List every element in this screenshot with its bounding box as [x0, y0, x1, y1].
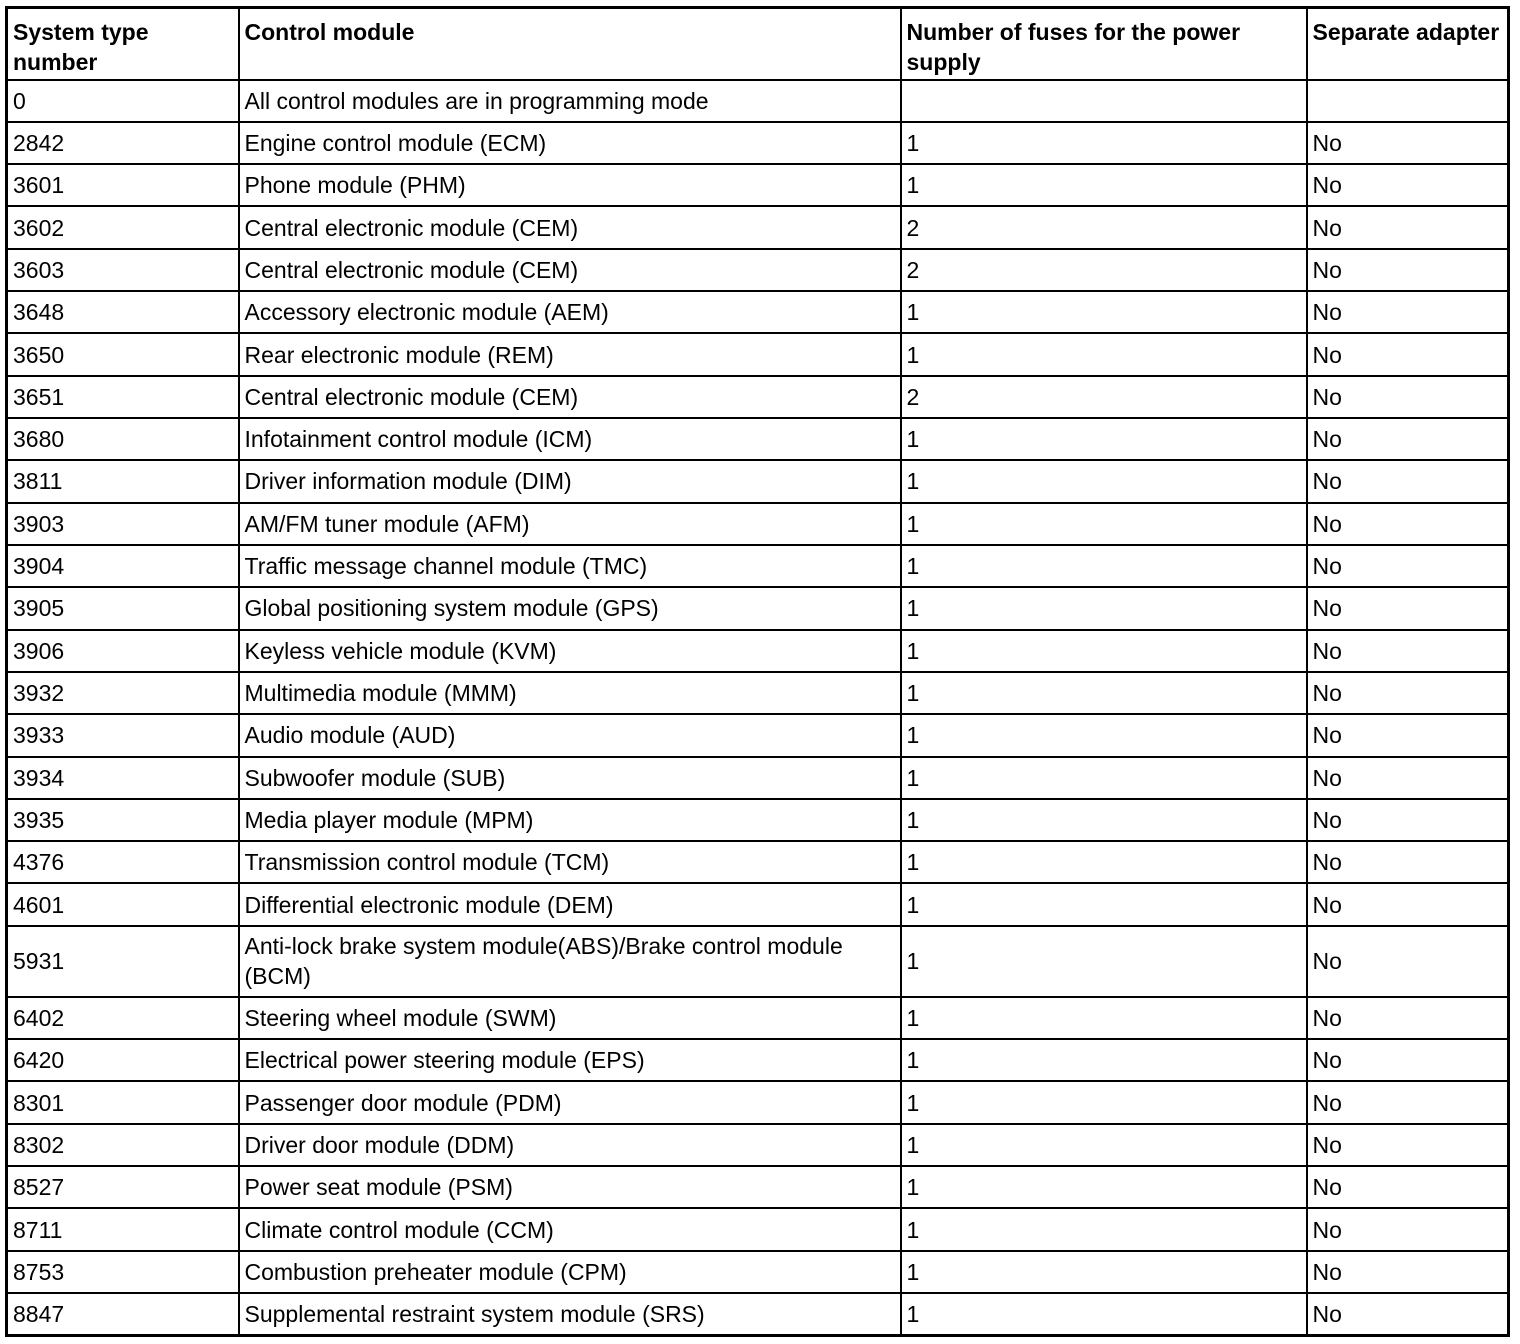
cell-number-of-fuses: 1	[901, 926, 1307, 997]
cell-control-module: Media player module (MPM)	[239, 799, 901, 841]
cell-control-module: Central electronic module (CEM)	[239, 206, 901, 248]
cell-control-module: Traffic message channel module (TMC)	[239, 545, 901, 587]
cell-number-of-fuses: 1	[901, 460, 1307, 502]
cell-number-of-fuses: 1	[901, 1124, 1307, 1166]
cell-control-module: AM/FM tuner module (AFM)	[239, 503, 901, 545]
cell-separate-adapter: No	[1307, 206, 1509, 248]
table-row	[7, 545, 1509, 587]
cell-system-type-number: 4601	[7, 883, 239, 925]
cell-system-type-number: 6402	[7, 997, 239, 1039]
table-row	[7, 1251, 1509, 1293]
cell-control-module: Central electronic module (CEM)	[239, 376, 901, 418]
cell-control-module: Passenger door module (PDM)	[239, 1081, 901, 1123]
table-row	[7, 587, 1509, 629]
cell-control-module: Infotainment control module (ICM)	[239, 418, 901, 460]
cell-separate-adapter: No	[1307, 1293, 1509, 1336]
table-row	[7, 503, 1509, 545]
cell-control-module: Combustion preheater module (CPM)	[239, 1251, 901, 1293]
cell-number-of-fuses: 1	[901, 503, 1307, 545]
cell-control-module: Driver information module (DIM)	[239, 460, 901, 502]
cell-system-type-number: 3648	[7, 291, 239, 333]
table-row	[7, 1081, 1509, 1123]
cell-control-module: Transmission control module (TCM)	[239, 841, 901, 883]
cell-number-of-fuses: 2	[901, 376, 1307, 418]
table-row	[7, 799, 1509, 841]
cell-number-of-fuses: 1	[901, 1293, 1307, 1336]
cell-system-type-number: 8753	[7, 1251, 239, 1293]
cell-system-type-number: 3903	[7, 503, 239, 545]
cell-control-module: Keyless vehicle module (KVM)	[239, 630, 901, 672]
cell-separate-adapter: No	[1307, 630, 1509, 672]
table-row	[7, 926, 1509, 997]
table-row	[7, 122, 1509, 164]
cell-system-type-number: 5931	[7, 926, 239, 997]
cell-separate-adapter: No	[1307, 376, 1509, 418]
table-row	[7, 1208, 1509, 1250]
cell-separate-adapter: No	[1307, 1039, 1509, 1081]
cell-control-module: Audio module (AUD)	[239, 714, 901, 756]
cell-system-type-number: 3935	[7, 799, 239, 841]
cell-system-type-number: 8711	[7, 1208, 239, 1250]
cell-separate-adapter	[1307, 80, 1509, 122]
cell-separate-adapter: No	[1307, 164, 1509, 206]
table-row	[7, 997, 1509, 1039]
cell-number-of-fuses: 1	[901, 333, 1307, 375]
cell-separate-adapter: No	[1307, 1081, 1509, 1123]
cell-control-module: Steering wheel module (SWM)	[239, 997, 901, 1039]
cell-control-module: Engine control module (ECM)	[239, 122, 901, 164]
cell-number-of-fuses: 2	[901, 206, 1307, 248]
cell-number-of-fuses: 1	[901, 1166, 1307, 1208]
table-row	[7, 291, 1509, 333]
cell-control-module: Electrical power steering module (EPS)	[239, 1039, 901, 1081]
cell-system-type-number: 4376	[7, 841, 239, 883]
cell-control-module: Global positioning system module (GPS)	[239, 587, 901, 629]
table-row	[7, 418, 1509, 460]
table-row	[7, 630, 1509, 672]
cell-system-type-number: 3906	[7, 630, 239, 672]
cell-separate-adapter: No	[1307, 714, 1509, 756]
cell-system-type-number: 8847	[7, 1293, 239, 1336]
cell-number-of-fuses: 1	[901, 841, 1307, 883]
cell-control-module: Supplemental restraint system module (SRS)	[239, 1293, 901, 1336]
header-system-type-number: System type number	[7, 8, 239, 80]
cell-separate-adapter: No	[1307, 883, 1509, 925]
cell-number-of-fuses: 1	[901, 587, 1307, 629]
cell-system-type-number: 3905	[7, 587, 239, 629]
cell-system-type-number: 3934	[7, 757, 239, 799]
header-separate-adapter: Separate adapter	[1307, 8, 1509, 80]
cell-separate-adapter: No	[1307, 460, 1509, 502]
control-module-table	[5, 6, 1510, 1337]
cell-separate-adapter: No	[1307, 545, 1509, 587]
cell-separate-adapter: No	[1307, 122, 1509, 164]
cell-number-of-fuses: 2	[901, 249, 1307, 291]
cell-number-of-fuses: 1	[901, 1208, 1307, 1250]
cell-separate-adapter: No	[1307, 587, 1509, 629]
cell-system-type-number: 3933	[7, 714, 239, 756]
header-number-of-fuses: Number of fuses for the power supply	[901, 8, 1307, 80]
cell-number-of-fuses: 1	[901, 418, 1307, 460]
table-row	[7, 164, 1509, 206]
cell-number-of-fuses: 1	[901, 672, 1307, 714]
table-row	[7, 333, 1509, 375]
cell-number-of-fuses: 1	[901, 714, 1307, 756]
cell-system-type-number: 2842	[7, 122, 239, 164]
table-row	[7, 841, 1509, 883]
cell-system-type-number: 3932	[7, 672, 239, 714]
cell-number-of-fuses: 1	[901, 1251, 1307, 1293]
cell-separate-adapter: No	[1307, 503, 1509, 545]
cell-separate-adapter: No	[1307, 841, 1509, 883]
table-row	[7, 80, 1509, 122]
cell-number-of-fuses: 1	[901, 291, 1307, 333]
table-row	[7, 757, 1509, 799]
cell-number-of-fuses: 1	[901, 630, 1307, 672]
table-row	[7, 376, 1509, 418]
table-row	[7, 1124, 1509, 1166]
cell-number-of-fuses: 1	[901, 545, 1307, 587]
cell-separate-adapter: No	[1307, 1208, 1509, 1250]
cell-system-type-number: 3680	[7, 418, 239, 460]
cell-number-of-fuses: 1	[901, 122, 1307, 164]
table-row	[7, 1039, 1509, 1081]
cell-number-of-fuses: 1	[901, 757, 1307, 799]
cell-control-module: Accessory electronic module (AEM)	[239, 291, 901, 333]
cell-control-module: Multimedia module (MMM)	[239, 672, 901, 714]
cell-number-of-fuses: 1	[901, 1039, 1307, 1081]
cell-system-type-number: 3601	[7, 164, 239, 206]
cell-control-module: Climate control module (CCM)	[239, 1208, 901, 1250]
cell-control-module: Differential electronic module (DEM)	[239, 883, 901, 925]
cell-number-of-fuses: 1	[901, 799, 1307, 841]
cell-separate-adapter: No	[1307, 1124, 1509, 1166]
table-row	[7, 1293, 1509, 1336]
table-row	[7, 672, 1509, 714]
cell-control-module: Driver door module (DDM)	[239, 1124, 901, 1166]
cell-system-type-number: 0	[7, 80, 239, 122]
cell-control-module: Central electronic module (CEM)	[239, 249, 901, 291]
cell-separate-adapter: No	[1307, 418, 1509, 460]
cell-system-type-number: 3811	[7, 460, 239, 502]
cell-control-module: Subwoofer module (SUB)	[239, 757, 901, 799]
cell-number-of-fuses: 1	[901, 1081, 1307, 1123]
cell-system-type-number: 8302	[7, 1124, 239, 1166]
cell-separate-adapter: No	[1307, 926, 1509, 997]
cell-control-module: All control modules are in programming mode	[239, 80, 901, 122]
table-row	[7, 1166, 1509, 1208]
table-row	[7, 883, 1509, 925]
cell-system-type-number: 8301	[7, 1081, 239, 1123]
table-body	[7, 80, 1509, 1336]
cell-system-type-number: 3651	[7, 376, 239, 418]
cell-separate-adapter: No	[1307, 1166, 1509, 1208]
cell-system-type-number: 3904	[7, 545, 239, 587]
cell-number-of-fuses: 1	[901, 883, 1307, 925]
cell-control-module: Phone module (PHM)	[239, 164, 901, 206]
table-row	[7, 714, 1509, 756]
cell-control-module: Power seat module (PSM)	[239, 1166, 901, 1208]
cell-number-of-fuses: 1	[901, 164, 1307, 206]
cell-separate-adapter: No	[1307, 672, 1509, 714]
cell-separate-adapter: No	[1307, 333, 1509, 375]
cell-control-module: Rear electronic module (REM)	[239, 333, 901, 375]
table-row	[7, 460, 1509, 502]
cell-separate-adapter: No	[1307, 997, 1509, 1039]
header-control-module: Control module	[239, 8, 901, 80]
cell-separate-adapter: No	[1307, 757, 1509, 799]
cell-system-type-number: 3603	[7, 249, 239, 291]
cell-system-type-number: 8527	[7, 1166, 239, 1208]
cell-number-of-fuses: 1	[901, 997, 1307, 1039]
cell-number-of-fuses	[901, 80, 1307, 122]
cell-control-module: Anti-lock brake system module(ABS)/Brake control module (BCM)	[239, 926, 901, 997]
table-row	[7, 249, 1509, 291]
cell-separate-adapter: No	[1307, 1251, 1509, 1293]
cell-separate-adapter: No	[1307, 799, 1509, 841]
cell-system-type-number: 3602	[7, 206, 239, 248]
cell-separate-adapter: No	[1307, 249, 1509, 291]
cell-system-type-number: 6420	[7, 1039, 239, 1081]
table-row	[7, 206, 1509, 248]
table-header-row	[7, 8, 1509, 80]
cell-separate-adapter: No	[1307, 291, 1509, 333]
cell-system-type-number: 3650	[7, 333, 239, 375]
